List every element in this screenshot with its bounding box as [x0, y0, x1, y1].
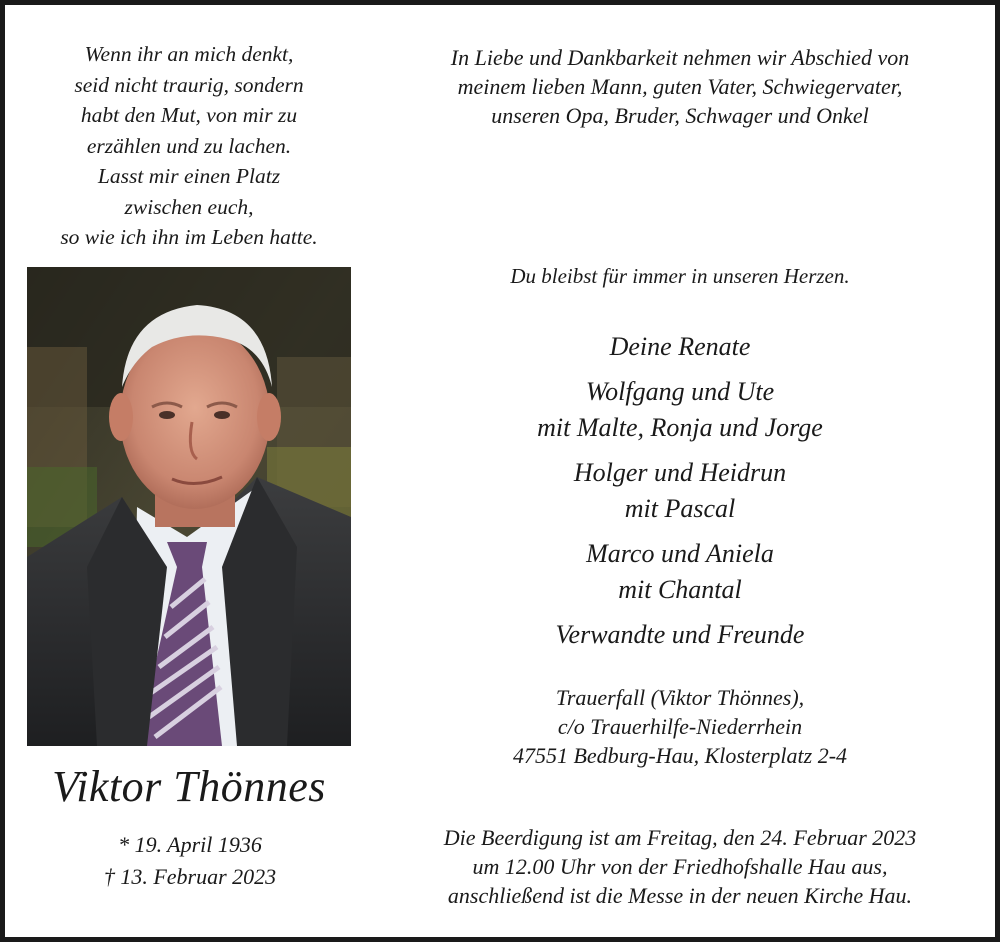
mourner-group	[365, 536, 995, 608]
mourner-group	[365, 374, 995, 446]
poem-line: Lasst mir einen Platz	[97, 164, 281, 188]
mourner-line: mit Malte, Ronja und Jorge	[537, 413, 823, 442]
mourner-line: mit Chantal	[618, 575, 742, 604]
remembrance-line: Du bleibst für immer in unseren Herzen.	[510, 264, 850, 288]
poem-line: habt den Mut, von mir zu	[80, 103, 298, 127]
funeral-line: um 12.00 Uhr von der Friedhofshalle Hau aus,	[472, 854, 888, 879]
poem-line: so wie ich ihn im Leben hatte.	[60, 225, 318, 249]
farewell-line: In Liebe und Dankbarkeit nehmen wir Abschied von	[450, 45, 910, 70]
address-line: c/o Trauerhilfe-Niederrhein	[557, 714, 803, 739]
mourners-list	[365, 329, 995, 662]
funeral-line: Die Beerdigung ist am Freitag, den 24. Februar 2023	[443, 825, 917, 850]
birth-date: * 19. April 1936	[118, 832, 262, 857]
farewell-line: meinem lieben Mann, guten Vater, Schwiegervater,	[457, 74, 903, 99]
farewell-text	[365, 43, 995, 130]
deceased-name: Viktor Thönnes	[52, 762, 326, 811]
mourner-line: Wolfgang und Ute	[585, 377, 775, 406]
poem-line: zwischen euch,	[124, 194, 254, 219]
poem-line: Wenn ihr an mich denkt,	[84, 42, 294, 66]
mourner-group	[365, 455, 995, 527]
mourner-line: Holger und Heidrun	[573, 458, 787, 487]
poem	[19, 39, 359, 253]
address-line: 47551 Bedburg-Hau, Klosterplatz 2-4	[512, 743, 848, 768]
poem-line: seid nicht traurig, sondern	[74, 72, 304, 97]
address-line: Trauerfall (Viktor Thönnes),	[555, 685, 805, 710]
life-dates	[65, 829, 315, 893]
poem-line: erzählen und zu lachen.	[86, 133, 292, 158]
condolence-address	[365, 683, 995, 770]
mourner-line: Verwandte und Freunde	[555, 620, 805, 649]
funeral-details	[365, 823, 995, 910]
portrait-photo	[27, 267, 351, 746]
mourner-line: mit Pascal	[624, 494, 736, 523]
mourner-group	[365, 617, 995, 653]
mourner-group	[365, 329, 995, 365]
mourner-line: Deine Renate	[609, 332, 751, 361]
farewell-line: unseren Opa, Bruder, Schwager und Onkel	[491, 103, 869, 128]
death-date: † 13. Februar 2023	[103, 864, 277, 889]
funeral-line: anschließend ist die Messe in der neuen Kirche Hau.	[447, 883, 913, 908]
mourner-line: Marco und Aniela	[586, 539, 774, 568]
